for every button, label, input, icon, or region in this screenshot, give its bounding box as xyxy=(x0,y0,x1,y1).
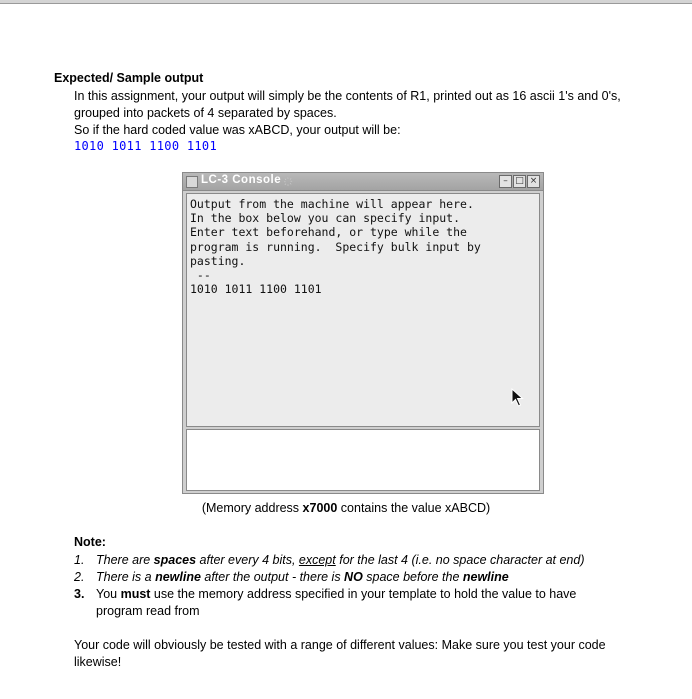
note-number: 2. xyxy=(74,570,85,584)
console-output-area[interactable] xyxy=(186,193,540,427)
note-item-1 xyxy=(74,552,634,569)
console-titlebar[interactable] xyxy=(183,173,543,191)
intro-paragraph xyxy=(74,88,664,139)
output-line: pasting. xyxy=(190,253,246,268)
window-menu-icon[interactable] xyxy=(186,176,198,188)
maximize-button[interactable]: □ xyxy=(513,175,526,188)
intro-line-2: grouped into packets of 4 separated by spaces. xyxy=(74,106,337,120)
output-line: In the box below you can specify input. xyxy=(190,211,461,226)
figure-caption xyxy=(0,501,692,515)
console-title: LC-3 Console xyxy=(201,174,282,186)
note-text: There is a newline after the output - there is NO space before the newline xyxy=(96,570,509,584)
output-line: program is running. Specify bulk input by xyxy=(190,239,481,254)
closing-line-1: Your code will obviously be tested with a range of different values: Make sure you test your code xyxy=(74,638,606,652)
closing-paragraph xyxy=(74,637,664,671)
lc3-console-window xyxy=(182,172,544,494)
note-list xyxy=(74,552,634,620)
window-buttons xyxy=(499,175,540,188)
output-line: -- xyxy=(190,268,211,283)
output-line: 1010 1011 1100 1101 xyxy=(190,282,322,297)
output-line: Output from the machine will appear here. xyxy=(190,197,474,211)
note-heading: Note: xyxy=(74,535,106,549)
note-item-3 xyxy=(74,586,634,620)
output-line: Enter text beforehand, or type while the xyxy=(190,225,467,240)
closing-line-2: likewise! xyxy=(74,655,122,669)
intro-line-1: In this assignment, your output will simply be the contents of R1, printed out as 16 ascii 1's and 0's, xyxy=(74,89,621,103)
close-button[interactable]: × xyxy=(527,175,540,188)
top-border xyxy=(0,0,692,4)
note-text: You must use the memory address specified in your template to hold the value to have program read from xyxy=(96,587,577,618)
note-item-2 xyxy=(74,569,634,586)
minimize-button[interactable]: – xyxy=(499,175,512,188)
note-number: 1. xyxy=(74,553,85,567)
sample-output-code: 1010 1011 1100 1101 xyxy=(74,139,217,153)
caption-text: (Memory address xyxy=(201,501,303,515)
section-heading: Expected/ Sample output xyxy=(54,71,204,85)
note-text: There are spaces after every 4 bits, except for the last 4 (i.e. no space character at end) xyxy=(96,553,585,567)
note-number: 3. xyxy=(74,587,85,601)
caption-address: x7000 xyxy=(302,501,338,515)
intro-line-3: So if the hard coded value was xABCD, your output will be: xyxy=(74,123,401,137)
console-input-area[interactable] xyxy=(186,429,540,491)
caption-text-end: contains the value xABCD) xyxy=(337,501,491,515)
mouse-pointer-icon xyxy=(511,388,525,408)
